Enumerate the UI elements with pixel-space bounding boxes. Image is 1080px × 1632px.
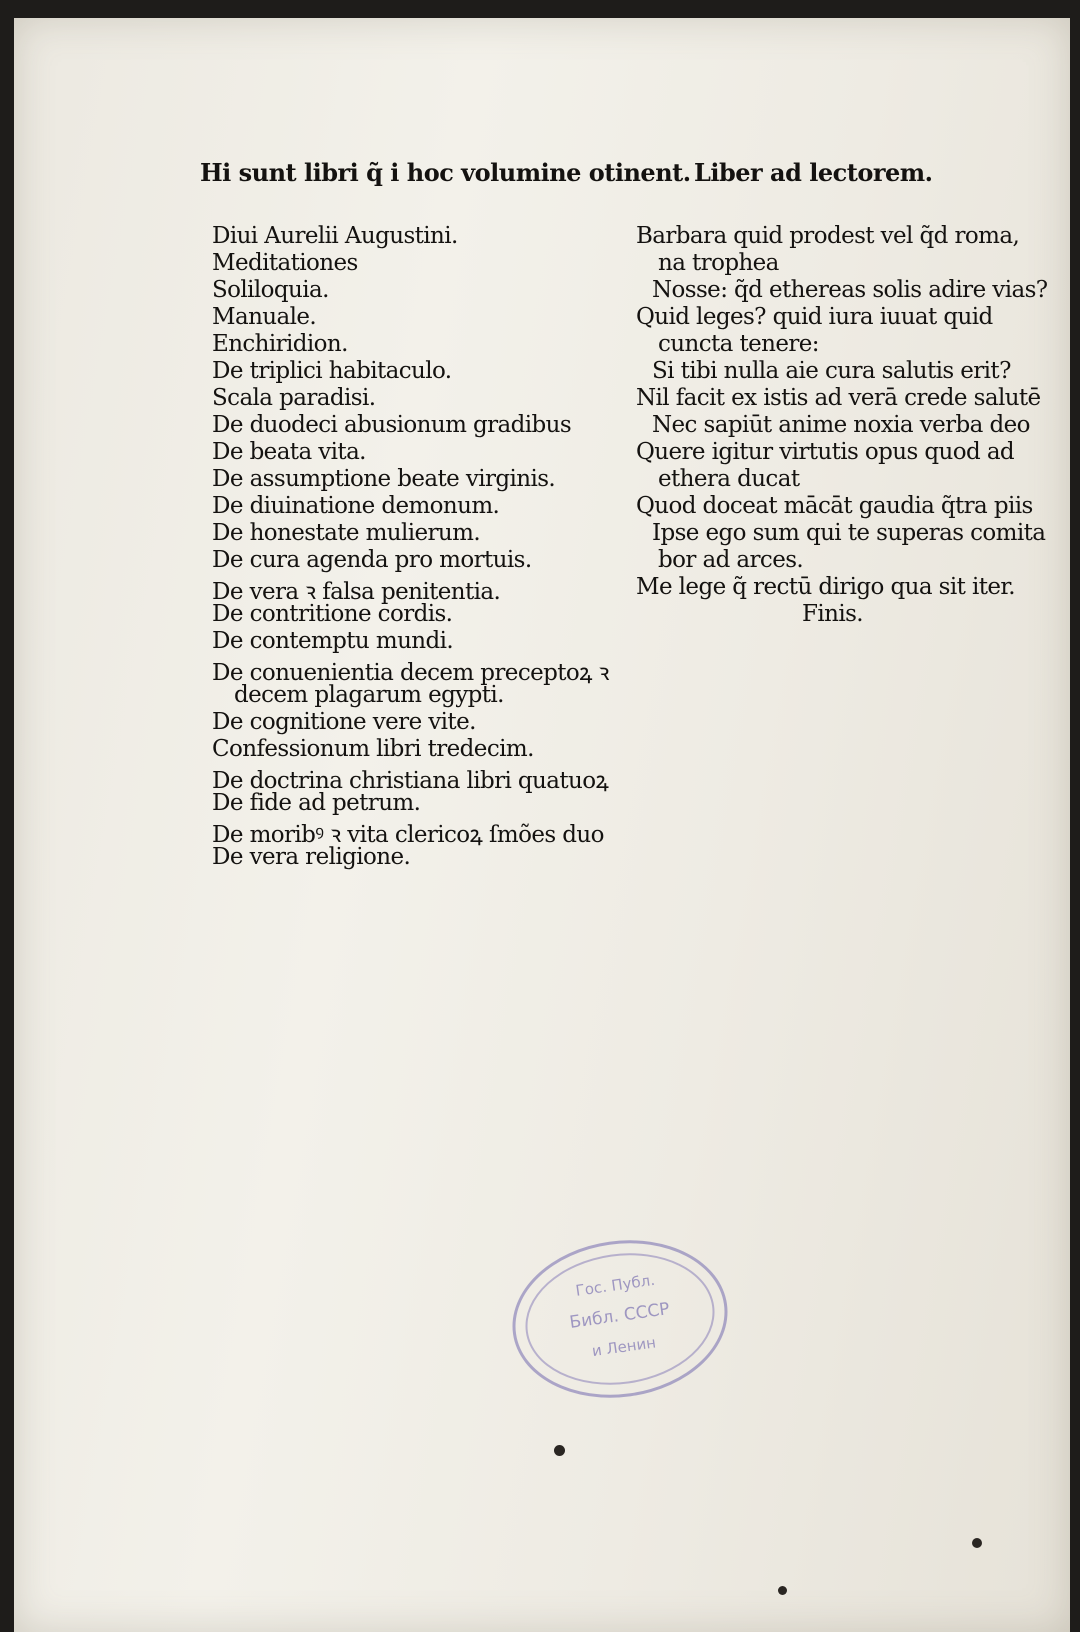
list-item: De vera ꝛ falsa penitentia. [212, 579, 501, 605]
verse-line: bor ad arces. [658, 547, 804, 573]
list-item: Meditationes [212, 250, 358, 276]
list-item: Manuale. [212, 304, 317, 330]
list-item: De fide ad petrum. [212, 790, 421, 816]
stamp-line: Гос. Публ. [574, 1270, 657, 1300]
verse-line: Me lege q̃ rectū dirigo qua sit iter. [636, 574, 1015, 600]
ink-speck [554, 1445, 565, 1456]
stamp-line: и Ленин [590, 1333, 658, 1361]
contents-list [212, 223, 632, 903]
list-item: De conuenientia decem preceptoꝝ ꝛ [212, 660, 609, 686]
list-item: De vera religione. [212, 844, 411, 870]
library-stamp [502, 1227, 738, 1412]
verse-line: Nec sapiūt anime noxia verba deo [652, 412, 1030, 438]
verse-line: Nil facit ex istis ad verā crede salutē [636, 385, 1041, 411]
right-column-heading: Liber ad lectorem. [694, 158, 933, 187]
list-item: Soliloquia. [212, 277, 329, 303]
verse-line: na trophea [658, 250, 779, 276]
ink-speck [972, 1538, 982, 1548]
list-item: De moribꝰ ꝛ vita clericoꝝ ſmões duo [212, 822, 604, 848]
list-item: De contritione cordis. [212, 601, 453, 627]
list-item: De assumptione beate virginis. [212, 466, 556, 492]
verse-line: ethera ducat [658, 466, 800, 492]
list-item: De contemptu mundi. [212, 628, 454, 654]
list-item: Enchiridion. [212, 331, 348, 357]
list-item: De duodeci abusionum gradibus [212, 412, 572, 438]
verse-line: Barbara quid prodest vel q̃d roma, [636, 223, 1020, 249]
verse-line: Nosse: q̃d ethereas solis adire vias? [652, 277, 1048, 303]
verse-block [636, 223, 1056, 663]
ink-speck [778, 1586, 787, 1595]
list-item: De triplici habitaculo. [212, 358, 452, 384]
book-page [14, 18, 1070, 1632]
list-item: De doctrina christiana libri quatuoꝝ [212, 768, 609, 794]
verse-line: Quid leges? quid iura iuuat quid [636, 304, 993, 330]
list-item: De diuinatione demonum. [212, 493, 500, 519]
list-item: Scala paradisi. [212, 385, 376, 411]
list-item: decem plagarum egypti. [234, 682, 504, 708]
list-item: De honestate mulierum. [212, 520, 481, 546]
verse-line: Quere igitur virtutis opus quod ad [636, 439, 1015, 465]
verse-line: Si tibi nulla aie cura salutis erit? [652, 358, 1011, 384]
list-item: De beata vita. [212, 439, 366, 465]
verse-line: Quod doceat mācāt gaudia q̃tra piis [636, 493, 1033, 519]
left-column-heading: Hi sunt libri q̃ i hoc volumine otinent. [200, 158, 691, 187]
list-item: De cura agenda pro mortuis. [212, 547, 532, 573]
verse-line: Finis. [802, 601, 863, 627]
verse-line: cuncta tenere: [658, 331, 819, 357]
stamp-line: Библ. СССР [568, 1299, 671, 1333]
verse-line: Ipse ego sum qui te superas comita [652, 520, 1046, 546]
list-item: Confessionum libri tredecim. [212, 736, 534, 762]
list-item: Diui Aurelii Augustini. [212, 223, 458, 249]
list-item: De cognitione vere vite. [212, 709, 476, 735]
